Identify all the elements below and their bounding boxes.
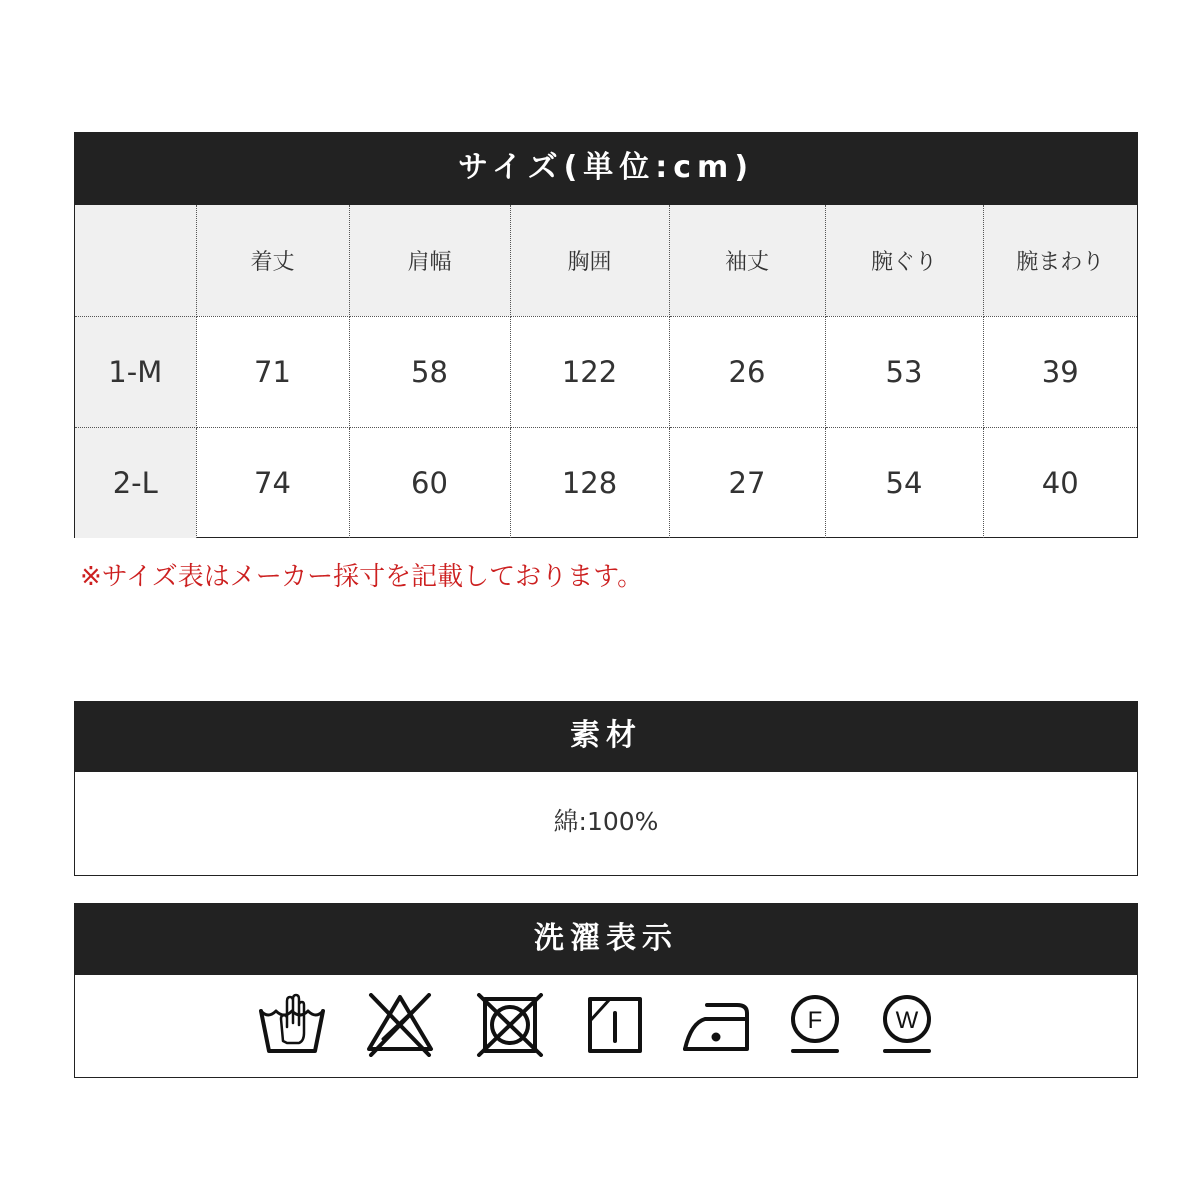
dry-clean-f-icon xyxy=(780,993,850,1057)
material-title: 素材 xyxy=(75,702,1137,772)
table-cell: 122 xyxy=(510,316,669,427)
iron-low-icon xyxy=(681,993,751,1057)
table-row xyxy=(75,427,1137,538)
no-tumble-dry-icon xyxy=(475,993,545,1057)
wet-clean-w-icon xyxy=(872,993,942,1057)
size-note: ※サイズ表はメーカー採寸を記載しております。 xyxy=(80,562,644,592)
header-cell-empty xyxy=(75,205,196,316)
table-cell: 26 xyxy=(669,316,825,427)
table-cell: 27 xyxy=(669,427,825,538)
care-title: 洗濯表示 xyxy=(75,904,1137,975)
header-cell-shoulder: 肩幅 xyxy=(349,205,510,316)
size-table xyxy=(75,205,1137,538)
row-label-size: 2-L xyxy=(75,427,196,538)
header-cell-length: 着丈 xyxy=(196,205,349,316)
no-bleach-icon xyxy=(365,993,435,1057)
care-panel xyxy=(74,903,1138,1078)
table-cell: 53 xyxy=(825,316,983,427)
row-label-size: 1-M xyxy=(75,316,196,427)
hand-wash-icon xyxy=(257,993,327,1057)
material-content: 綿:100% xyxy=(553,807,659,836)
table-cell: 74 xyxy=(196,427,349,538)
table-cell: 58 xyxy=(349,316,510,427)
line-dry-shade-icon xyxy=(580,993,650,1057)
table-cell: 40 xyxy=(983,427,1137,538)
size-table-title: サイズ(単位:cm) xyxy=(75,133,1137,205)
table-cell: 39 xyxy=(983,316,1137,427)
table-cell: 128 xyxy=(510,427,669,538)
header-cell-arm-circumference: 腕まわり xyxy=(983,205,1137,316)
dry-clean-letter: F xyxy=(807,1007,823,1034)
table-cell: 60 xyxy=(349,427,510,538)
table-cell: 71 xyxy=(196,316,349,427)
size-table-panel xyxy=(74,132,1138,538)
wet-clean-letter: W xyxy=(895,1007,919,1034)
table-cell: 54 xyxy=(825,427,983,538)
table-row xyxy=(75,316,1137,427)
material-panel xyxy=(74,701,1138,876)
header-cell-chest: 胸囲 xyxy=(510,205,669,316)
header-cell-sleeve: 袖丈 xyxy=(669,205,825,316)
size-table-header-row xyxy=(75,205,1137,316)
header-cell-armhole: 腕ぐり xyxy=(825,205,983,316)
care-icons-row xyxy=(75,975,1137,1077)
